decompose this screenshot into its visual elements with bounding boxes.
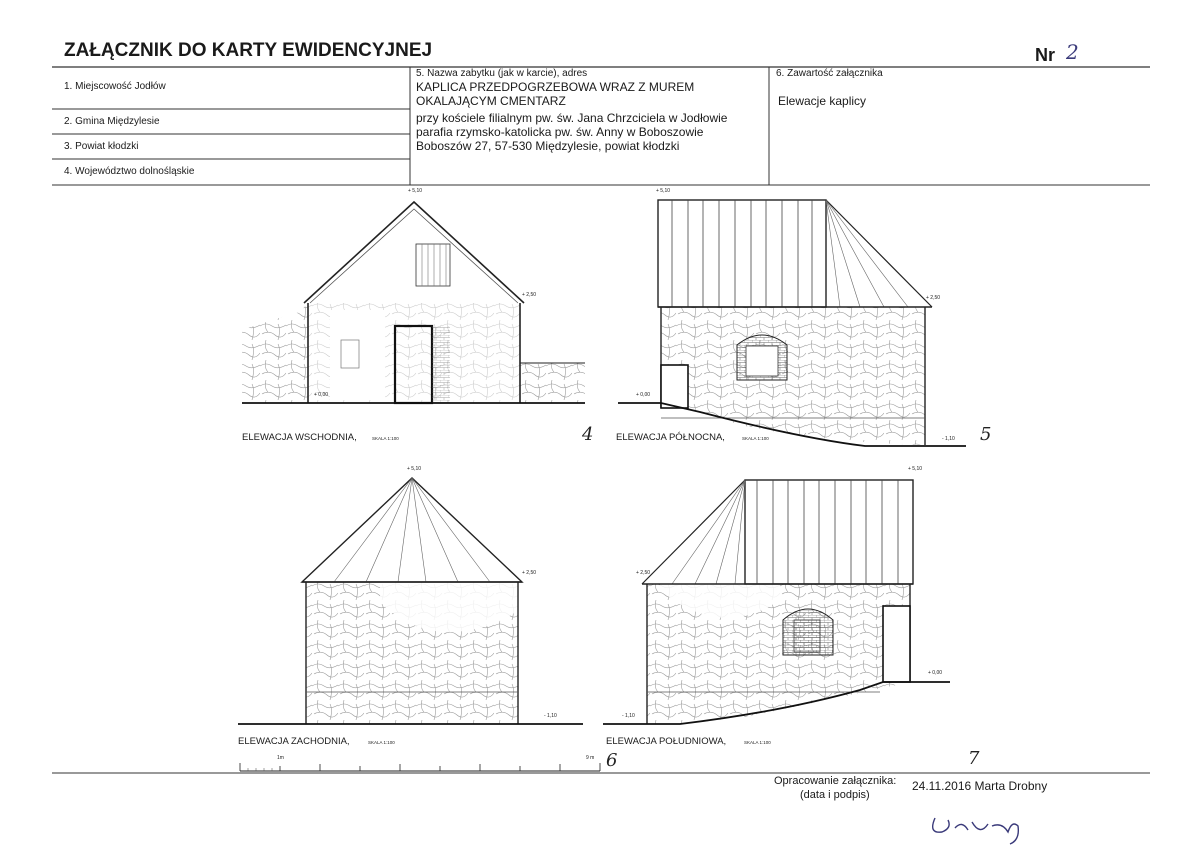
east-elevation-scale: SKALA 1:100 xyxy=(372,436,399,441)
monument-name-line2: OKALAJĄCYM CMENTARZ xyxy=(416,94,566,108)
monument-address-line2: parafia rzymsko-katolicka pw. św. Anny w Boboszowie xyxy=(416,125,704,139)
west-elevation-label: ELEWACJA ZACHODNIA, xyxy=(238,736,350,747)
field-commune: 2. Gmina Międzylesie xyxy=(64,116,160,127)
west-drawing-number: 6 xyxy=(606,750,618,771)
field-contents-label: 6. Zawartość załącznika xyxy=(776,68,883,79)
north-elevation-scale: SKALA 1:100 xyxy=(742,436,769,441)
monument-address-line3: Boboszów 27, 57-530 Międzylesie, powiat kłodzki xyxy=(416,139,680,153)
nr-label: Nr xyxy=(1035,45,1056,65)
south-level-top: + 5,10 xyxy=(908,466,923,472)
field-monument-label: 5. Nazwa zabytku (jak w karcie), adres xyxy=(416,68,588,79)
south-drawing-number: 7 xyxy=(968,748,980,769)
scale-bar xyxy=(240,763,600,771)
west-level-low: - 1,10 xyxy=(544,713,557,719)
page-title: ZAŁĄCZNIK DO KARTY EWIDENCYJNEJ xyxy=(64,40,433,61)
south-elevation-scale: SKALA 1:100 xyxy=(744,740,771,745)
field-contents-value: Elewacje kaplicy xyxy=(778,94,867,108)
east-level-eave: + 2,50 xyxy=(522,292,537,298)
monument-name-line1: KAPLICA PRZEDPOGRZEBOWA WRAZ Z MUREM xyxy=(416,80,695,94)
north-drawing-number: 5 xyxy=(980,424,992,445)
field-county: 3. Powiat kłodzki xyxy=(64,141,139,152)
prepared-by-sublabel: (data i podpis) xyxy=(800,789,870,801)
field-locality: 1. Miejscowość Jodłów xyxy=(64,81,166,92)
east-level-top: + 5,10 xyxy=(408,188,423,194)
south-elevation-label: ELEWACJA POŁUDNIOWA, xyxy=(606,736,727,747)
nr-value: 2 xyxy=(1066,40,1079,64)
west-elevation-drawing xyxy=(238,478,583,724)
field-voivodeship: 4. Województwo dolnośląskie xyxy=(64,166,195,177)
north-level-base: + 0,00 xyxy=(636,392,651,398)
east-level-base: + 0,00 xyxy=(314,392,329,398)
monument-address-line1: przy kościele filialnym pw. św. Jana Chrzciciela w Jodłowie xyxy=(416,111,728,125)
prepared-by-label: Opracowanie załącznika: xyxy=(774,775,897,787)
scale-bar-end: 9 m xyxy=(586,755,595,761)
south-level-base: + 0,00 xyxy=(928,670,943,676)
south-level-low: - 1,10 xyxy=(622,713,635,719)
east-drawing-number: 4 xyxy=(582,424,594,445)
west-level-top: + 5,10 xyxy=(407,466,422,472)
south-level-eave: + 2,50 xyxy=(636,570,651,576)
east-elevation-drawing xyxy=(242,202,585,403)
north-elevation-label: ELEWACJA PÓŁNOCNA, xyxy=(616,432,725,443)
signature-stroke xyxy=(933,818,1019,844)
east-elevation-label: ELEWACJA WSCHODNIA, xyxy=(242,432,357,443)
south-elevation-drawing xyxy=(603,480,950,724)
north-level-eave: + 2,50 xyxy=(926,295,941,301)
north-elevation-drawing xyxy=(618,200,966,446)
scale-bar-start: 1m xyxy=(277,755,284,761)
north-level-top: + 5,10 xyxy=(656,188,671,194)
west-elevation-scale: SKALA 1:100 xyxy=(368,740,395,745)
date-and-author: 24.11.2016 Marta Drobny xyxy=(912,779,1048,793)
north-level-low: - 1,10 xyxy=(942,436,955,442)
west-level-eave: + 2,50 xyxy=(522,570,537,576)
